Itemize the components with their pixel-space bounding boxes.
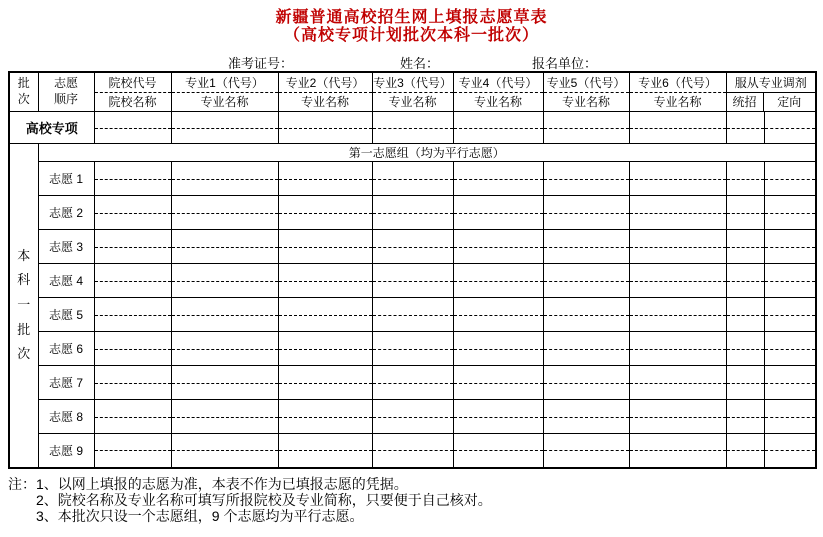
header-order-label: 志愿顺序 xyxy=(53,76,78,106)
fill-cell xyxy=(94,434,171,468)
fill-cell xyxy=(764,264,816,298)
fill-cell xyxy=(543,112,629,144)
fill-cell xyxy=(278,400,372,434)
fill-cell xyxy=(171,162,278,196)
form-subtitle: （高校专项计划批次本科一批次） xyxy=(283,27,539,44)
fill-cell xyxy=(453,434,543,468)
volunteer-row-3 xyxy=(9,230,816,264)
fill-cell xyxy=(171,298,278,332)
fill-cell xyxy=(453,332,543,366)
fill-cell xyxy=(543,162,629,196)
fill-cell xyxy=(726,332,764,366)
volunteer-row-8 xyxy=(9,400,816,434)
fill-cell xyxy=(543,264,629,298)
fill-cell xyxy=(94,162,171,196)
fill-cell xyxy=(543,332,629,366)
fill-cell xyxy=(278,434,372,468)
fill-cell xyxy=(171,332,278,366)
fill-cell xyxy=(726,196,764,230)
footnote-text-3: 3、本批次只设一个志愿组，9 个志愿均为平行志愿。 xyxy=(36,508,364,524)
header-major3-cell xyxy=(372,72,453,112)
major2-name-label: 专业名称 xyxy=(300,95,349,110)
volunteer-row-6 xyxy=(9,332,816,366)
major5-code-label: 专业5（代号） xyxy=(544,73,629,93)
fill-cell xyxy=(372,298,453,332)
special-plan-row xyxy=(9,112,816,144)
fill-cell xyxy=(629,434,726,468)
fill-cell xyxy=(453,112,543,144)
fill-cell xyxy=(372,434,453,468)
major5-name-label: 专业名称 xyxy=(561,95,610,110)
fill-cell xyxy=(764,298,816,332)
footnote-text-2: 2、院校名称及专业名称可填写所报院校及专业简称，只要便于自己核对。 xyxy=(36,492,492,508)
footnotes xyxy=(8,476,492,524)
fill-cell xyxy=(94,112,171,144)
fill-cell xyxy=(94,196,171,230)
fill-cell xyxy=(453,162,543,196)
form-title: 新疆普通高校招生网上填报志愿草表 xyxy=(275,9,548,26)
fill-cell xyxy=(629,112,726,144)
batch-name-cell xyxy=(9,144,38,468)
volunteer-label: 志愿 7 xyxy=(38,366,94,400)
fill-cell xyxy=(453,400,543,434)
volunteer-label: 志愿 4 xyxy=(38,264,94,298)
fill-cell xyxy=(372,400,453,434)
volunteer-group-row xyxy=(9,144,816,162)
fill-cell xyxy=(543,366,629,400)
fill-cell xyxy=(171,264,278,298)
tongzhao-label: 统招 xyxy=(727,93,764,112)
fill-cell xyxy=(629,264,726,298)
fill-cell xyxy=(94,332,171,366)
special-plan-label: 高校专项 xyxy=(9,112,94,144)
adjust-label: 服从专业调剂 xyxy=(727,73,816,93)
table-header-row xyxy=(9,72,816,112)
volunteer-row-4 xyxy=(9,264,816,298)
fill-cell xyxy=(372,196,453,230)
fill-cell xyxy=(764,366,816,400)
fill-cell xyxy=(171,230,278,264)
fill-cell xyxy=(726,298,764,332)
fill-cell xyxy=(543,298,629,332)
fill-cell xyxy=(543,230,629,264)
fill-cell xyxy=(764,400,816,434)
fill-cell xyxy=(726,162,764,196)
fill-cell xyxy=(629,366,726,400)
exam-number-label: 准考证号： xyxy=(228,56,294,71)
fill-cell xyxy=(629,196,726,230)
report-unit-label: 报名单位： xyxy=(532,56,598,71)
footnote-line-2 xyxy=(8,492,492,508)
fill-cell xyxy=(764,196,816,230)
volunteer-row-7 xyxy=(9,366,816,400)
volunteer-form-table xyxy=(8,71,817,469)
fill-cell xyxy=(372,366,453,400)
volunteer-group-label: 第一志愿组（均为平行志愿） xyxy=(38,144,816,162)
fill-cell xyxy=(629,400,726,434)
major3-code-label: 专业3（代号） xyxy=(373,73,453,93)
fill-cell xyxy=(171,366,278,400)
major2-code-label: 专业2（代号） xyxy=(279,73,372,93)
header-batch-label: 批次 xyxy=(17,76,30,106)
fill-cell xyxy=(726,434,764,468)
major6-code-label: 专业6（代号） xyxy=(630,73,726,93)
fill-cell xyxy=(726,112,764,144)
fill-cell xyxy=(94,264,171,298)
fill-cell xyxy=(543,434,629,468)
major1-code-label: 专业1（代号） xyxy=(172,73,278,93)
volunteer-label: 志愿 5 xyxy=(38,298,94,332)
header-major1-cell xyxy=(171,72,278,112)
fill-cell xyxy=(278,162,372,196)
fill-cell xyxy=(726,400,764,434)
header-major2-cell xyxy=(278,72,372,112)
fill-cell xyxy=(171,400,278,434)
fill-cell xyxy=(543,400,629,434)
footnote-text-1: 1、以网上填报的志愿为准，本表不作为已填报志愿的凭据。 xyxy=(36,476,408,492)
fill-cell xyxy=(171,112,278,144)
header-batch-cell xyxy=(9,72,38,112)
college-name-label: 院校名称 xyxy=(108,95,157,110)
header-college-cell xyxy=(94,72,171,112)
major1-name-label: 专业名称 xyxy=(200,95,249,110)
fill-cell xyxy=(278,230,372,264)
fill-cell xyxy=(278,196,372,230)
dingxiang-label: 定向 xyxy=(777,95,802,110)
header-adjust-cell xyxy=(726,72,816,112)
fill-cell xyxy=(94,400,171,434)
fill-cell xyxy=(94,298,171,332)
fill-cell xyxy=(453,366,543,400)
fill-cell xyxy=(278,366,372,400)
batch-name-vertical-label: 本科一批次 xyxy=(17,247,31,362)
fill-cell xyxy=(629,162,726,196)
fill-cell xyxy=(94,366,171,400)
fill-cell xyxy=(372,332,453,366)
fill-cell xyxy=(94,230,171,264)
fill-cell xyxy=(764,162,816,196)
fill-cell xyxy=(372,264,453,298)
footnote-prefix: 注： xyxy=(8,476,36,492)
volunteer-row-5 xyxy=(9,298,816,332)
fill-cell xyxy=(629,298,726,332)
fill-cell xyxy=(764,332,816,366)
college-code-label: 院校代号 xyxy=(95,73,171,93)
fill-cell xyxy=(372,162,453,196)
volunteer-label: 志愿 8 xyxy=(38,400,94,434)
major4-code-label: 专业4（代号） xyxy=(454,73,543,93)
volunteer-label: 志愿 3 xyxy=(38,230,94,264)
fill-cell xyxy=(726,230,764,264)
volunteer-row-2 xyxy=(9,196,816,230)
volunteer-label: 志愿 9 xyxy=(38,434,94,468)
major3-name-label: 专业名称 xyxy=(388,95,437,110)
fill-cell xyxy=(726,366,764,400)
fill-cell xyxy=(372,230,453,264)
fill-cell xyxy=(171,196,278,230)
volunteer-row-1 xyxy=(9,162,816,196)
major6-name-label: 专业名称 xyxy=(653,95,702,110)
fill-cell xyxy=(453,230,543,264)
name-label: 姓名： xyxy=(400,56,440,71)
fill-cell xyxy=(278,264,372,298)
fill-cell xyxy=(726,264,764,298)
fill-cell xyxy=(764,434,816,468)
fill-cell xyxy=(764,230,816,264)
fill-cell xyxy=(629,230,726,264)
major4-name-label: 专业名称 xyxy=(473,95,522,110)
fill-cell xyxy=(764,112,816,144)
fill-cell xyxy=(543,196,629,230)
footnote-line-3 xyxy=(8,508,492,524)
fill-cell xyxy=(278,298,372,332)
fill-cell xyxy=(453,298,543,332)
volunteer-label: 志愿 2 xyxy=(38,196,94,230)
fill-cell xyxy=(629,332,726,366)
volunteer-label: 志愿 1 xyxy=(38,162,94,196)
volunteer-row-9 xyxy=(9,434,816,468)
fill-cell xyxy=(372,112,453,144)
fill-cell xyxy=(278,332,372,366)
fill-cell xyxy=(453,196,543,230)
volunteer-label: 志愿 6 xyxy=(38,332,94,366)
header-major6-cell xyxy=(629,72,726,112)
header-order-cell xyxy=(38,72,94,112)
footnote-line-1 xyxy=(8,476,492,492)
header-major4-cell xyxy=(453,72,543,112)
header-major5-cell xyxy=(543,72,629,112)
fill-cell xyxy=(278,112,372,144)
fill-cell xyxy=(453,264,543,298)
fill-cell xyxy=(171,434,278,468)
